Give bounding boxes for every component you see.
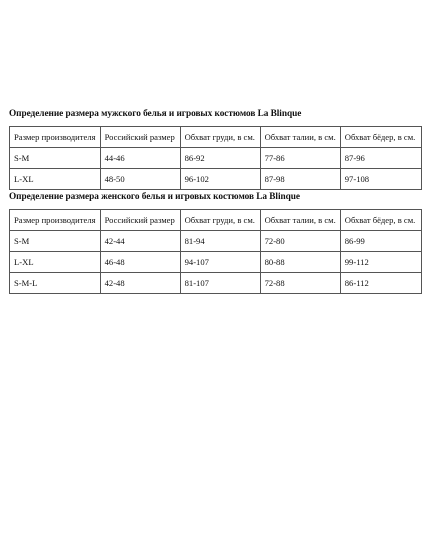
header-cell: Обхват груди, в см. <box>180 127 260 148</box>
table-row <box>10 169 422 190</box>
table-cell: S-M-L <box>10 273 101 294</box>
table-cell: 94-107 <box>180 252 260 273</box>
table-cell: S-M <box>10 231 101 252</box>
table-cell: 72-88 <box>260 273 340 294</box>
table-header-row <box>10 210 422 231</box>
header-cell: Обхват талии, в см. <box>260 127 340 148</box>
header-cell: Российский размер <box>100 210 180 231</box>
table-cell: 96-102 <box>180 169 260 190</box>
header-cell: Обхват бёдер, в см. <box>340 127 421 148</box>
header-cell: Обхват груди, в см. <box>180 210 260 231</box>
men-size-title: Определение размера мужского белья и игровых костюмов La Blinque <box>9 109 302 119</box>
table-cell: L-XL <box>10 252 101 273</box>
table-row <box>10 252 422 273</box>
table-cell: S-M <box>10 148 101 169</box>
table-header-row <box>10 127 422 148</box>
table-row <box>10 148 422 169</box>
table-cell: 99-112 <box>340 252 421 273</box>
table-cell: 97-108 <box>340 169 421 190</box>
table-cell: 87-96 <box>340 148 421 169</box>
header-cell: Обхват талии, в см. <box>260 210 340 231</box>
table-row <box>10 231 422 252</box>
table-cell: 80-88 <box>260 252 340 273</box>
header-cell: Обхват бёдер, в см. <box>340 210 421 231</box>
table-cell: 86-99 <box>340 231 421 252</box>
women-size-title: Определение размера женского белья и игровых костюмов La Blinque <box>9 192 300 202</box>
table-cell: 42-48 <box>100 273 180 294</box>
table-cell: 44-46 <box>100 148 180 169</box>
header-cell: Российский размер <box>100 127 180 148</box>
table-row <box>10 273 422 294</box>
table-cell: 86-92 <box>180 148 260 169</box>
table-cell: 46-48 <box>100 252 180 273</box>
table-cell: L-XL <box>10 169 101 190</box>
table-cell: 81-94 <box>180 231 260 252</box>
men-size-table <box>9 126 422 190</box>
table-cell: 87-98 <box>260 169 340 190</box>
table-cell: 81-107 <box>180 273 260 294</box>
women-size-table <box>9 209 422 294</box>
header-cell: Размер производителя <box>10 127 101 148</box>
table-cell: 86-112 <box>340 273 421 294</box>
table-cell: 77-86 <box>260 148 340 169</box>
table-cell: 42-44 <box>100 231 180 252</box>
table-cell: 48-50 <box>100 169 180 190</box>
header-cell: Размер производителя <box>10 210 101 231</box>
table-cell: 72-80 <box>260 231 340 252</box>
